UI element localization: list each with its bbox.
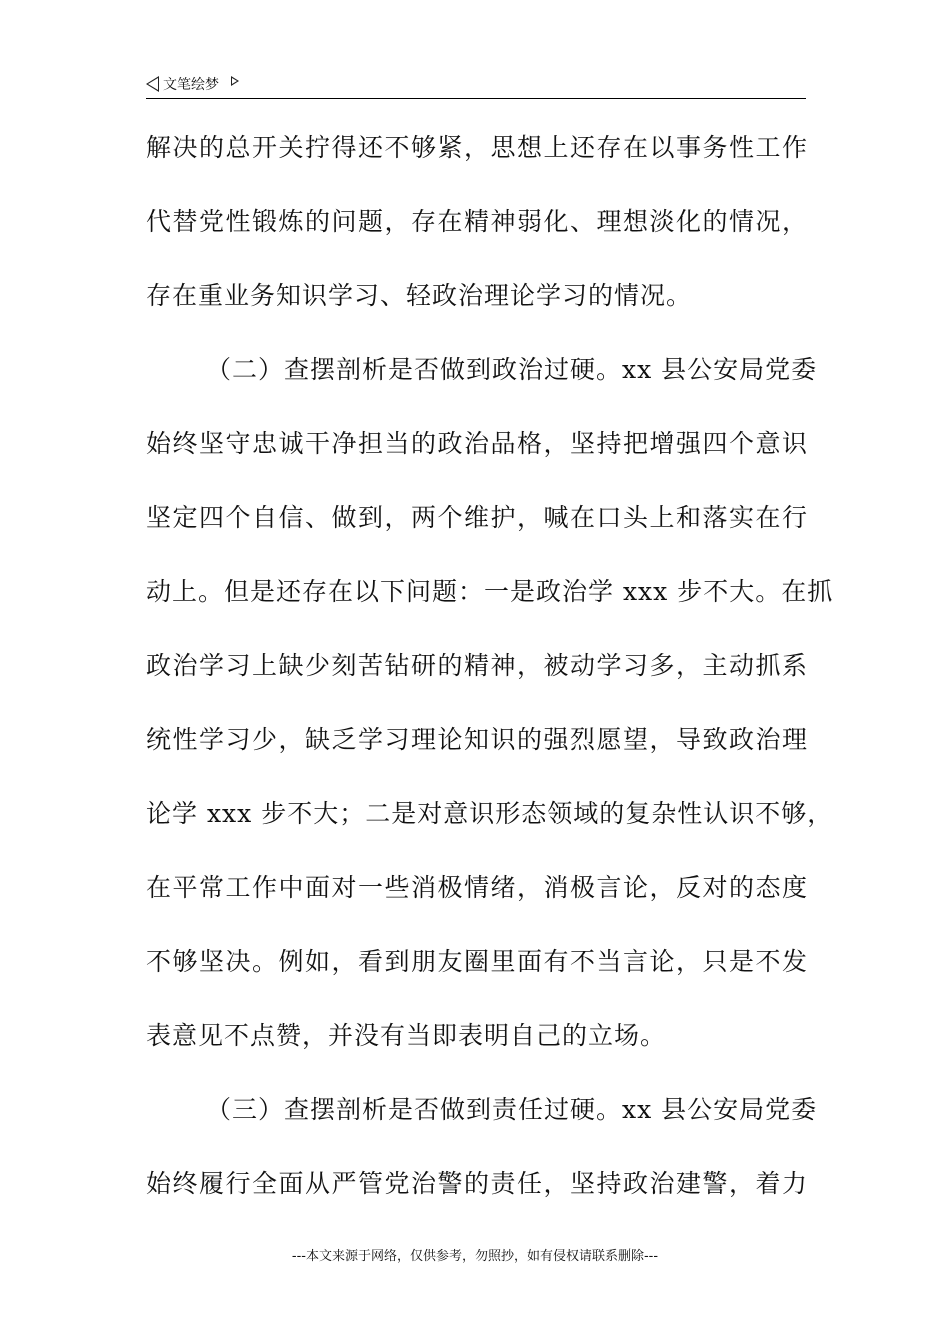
page-footer: ---本文来源于网络，仅供参考，勿照抄，如有侵权请联系删除--- <box>291 1249 659 1264</box>
text-line: 统性学习少，缺乏学习理论知识的强烈愿望，导致政治理 <box>146 725 808 754</box>
text-line: 动上。但是还存在以下问题：一是政治学 xxx 步不大。在抓 <box>146 577 834 606</box>
right-triangle-icon <box>231 76 239 86</box>
header-title: 文笔绘梦 <box>163 77 219 93</box>
paragraph-heading-3: （三）查摆剖析是否做到责任过硬。xx 县公安局党委 <box>206 1095 818 1124</box>
document-body <box>146 128 834 1238</box>
text-line: 论学 xxx 步不大；二是对意识形态领域的复杂性认识不够， <box>146 799 834 828</box>
text-line: 始终坚守忠诚干净担当的政治品格，坚持把增强四个意识 <box>146 429 808 458</box>
paragraph-heading-2: （二）查摆剖析是否做到政治过硬。xx 县公安局党委 <box>206 355 818 384</box>
page-header <box>146 72 806 99</box>
header-brand <box>146 74 239 94</box>
text-line: 表意见不点赞，并没有当即表明自己的立场。 <box>146 1021 667 1050</box>
text-line: 存在重业务知识学习、轻政治理论学习的情况。 <box>146 281 693 310</box>
text-line: 政治学习上缺少刻苦钻研的精神，被动学习多，主动抓系 <box>146 651 808 680</box>
text-line: 坚定四个自信、做到，两个维护，喊在口头上和落实在行 <box>146 503 808 532</box>
text-line: 不够坚决。例如，看到朋友圈里面有不当言论，只是不发 <box>146 947 808 976</box>
left-triangle-icon <box>146 76 159 92</box>
text-line: 始终履行全面从严管党治警的责任，坚持政治建警，着力 <box>146 1169 808 1198</box>
text-line: 在平常工作中面对一些消极情绪，消极言论，反对的态度 <box>146 873 808 902</box>
text-line: 代替党性锻炼的问题，存在精神弱化、理想淡化的情况， <box>146 207 808 236</box>
text-line: 解决的总开关拧得还不够紧，思想上还存在以事务性工作 <box>146 133 808 162</box>
